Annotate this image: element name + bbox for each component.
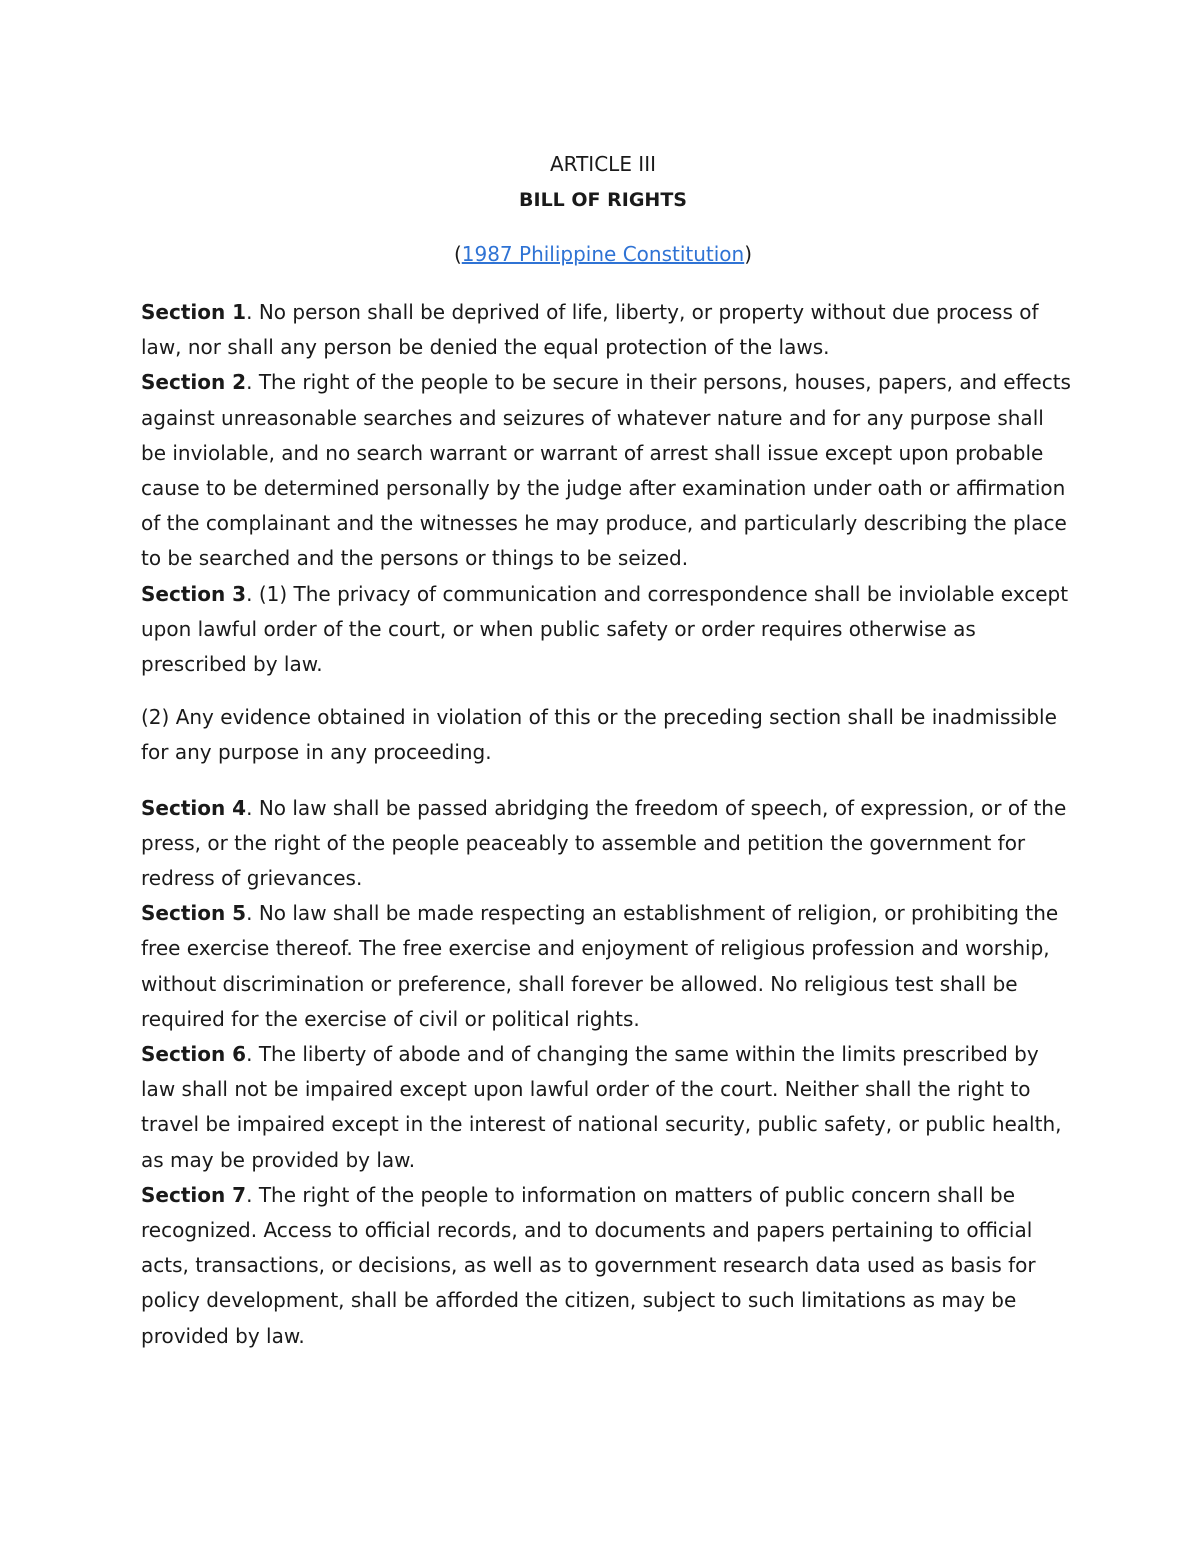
section-label: Section 1 <box>141 300 247 324</box>
section-4 <box>141 791 1071 897</box>
section-3-subparagraph: (2) Any evidence obtained in violation of this or the preceding section shall be inadmissible for any purpose in any proceeding. <box>141 705 1057 765</box>
section-7 <box>141 1178 1071 1354</box>
section-text: . No person shall be deprived of life, liberty, or property without due process of law, nor shall any person be denied the equal protection of the laws. <box>141 300 1039 360</box>
section-label: Section 2 <box>141 370 247 395</box>
section-label: Section 6 <box>141 1042 247 1067</box>
constitution-link[interactable]: 1987 Philippine Constitution <box>461 242 745 266</box>
section-text: . No law shall be made respecting an establishment of religion, or prohibiting the free exercise thereof. The free exercise and enjoyment of religious profession and worship, without discrimination or preference, shall forever be allowed. No religious test shall be required for the exercise of civil or political rights. <box>141 901 1059 1031</box>
section-6 <box>141 1037 1071 1178</box>
document-body <box>141 295 1071 1354</box>
section-label: Section 4 <box>141 795 247 820</box>
section-5 <box>141 896 1071 1037</box>
section-text: . The right of the people to be secure in their persons, houses, papers, and effects against unreasonable searches and seizures of whatever nature and for any purpose shall be inviolable, and no search warrant or warrant of arrest shall issue except upon probable cause to be determined personally by the judge after examination under oath or affirmation of the complainant and the witnesses he may produce, and particularly describing the place to be searched and the persons or things to be seized. <box>141 370 1071 571</box>
section-label: Section 5 <box>141 901 247 926</box>
source-close-paren: ) <box>744 242 753 266</box>
section-text: . No law shall be passed abridging the freedom of speech, of expression, or of the press, or the right of the people peaceably to assemble and petition the government for redress of grievances. <box>141 795 1067 891</box>
article-number: ARTICLE III <box>549 152 657 176</box>
section-2 <box>141 365 1071 576</box>
section-label: Section 3 <box>141 581 247 606</box>
section-3 <box>141 577 1071 683</box>
source-open-paren: ( <box>453 242 462 266</box>
section-text: . The liberty of abode and of changing the same within the limits prescribed by law shall not be impaired except upon lawful order of the court. Neither shall the right to travel be impaired except in the interest of national security, public safety, or public health, as may be provided by law. <box>141 1042 1062 1172</box>
section-1 <box>141 295 1071 365</box>
source-line <box>141 240 1065 268</box>
document-heading <box>141 150 1065 268</box>
document-page <box>141 150 1071 1354</box>
section-text: . The right of the people to information on matters of public concern shall be recognized. Access to official records, and to documents and papers pertaining to official acts, transactions, or decisions, as well as to government research data used as basis for policy development, shall be afforded the citizen, subject to such limitations as may be provided by law. <box>141 1182 1036 1348</box>
section-label: Section 7 <box>141 1182 247 1207</box>
section-text: . (1) The privacy of communication and correspondence shall be inviolable except upon lawful order of the court, or when public safety or order requires otherwise as prescribed by law. <box>141 581 1069 677</box>
article-title: BILL OF RIGHTS <box>519 189 687 211</box>
